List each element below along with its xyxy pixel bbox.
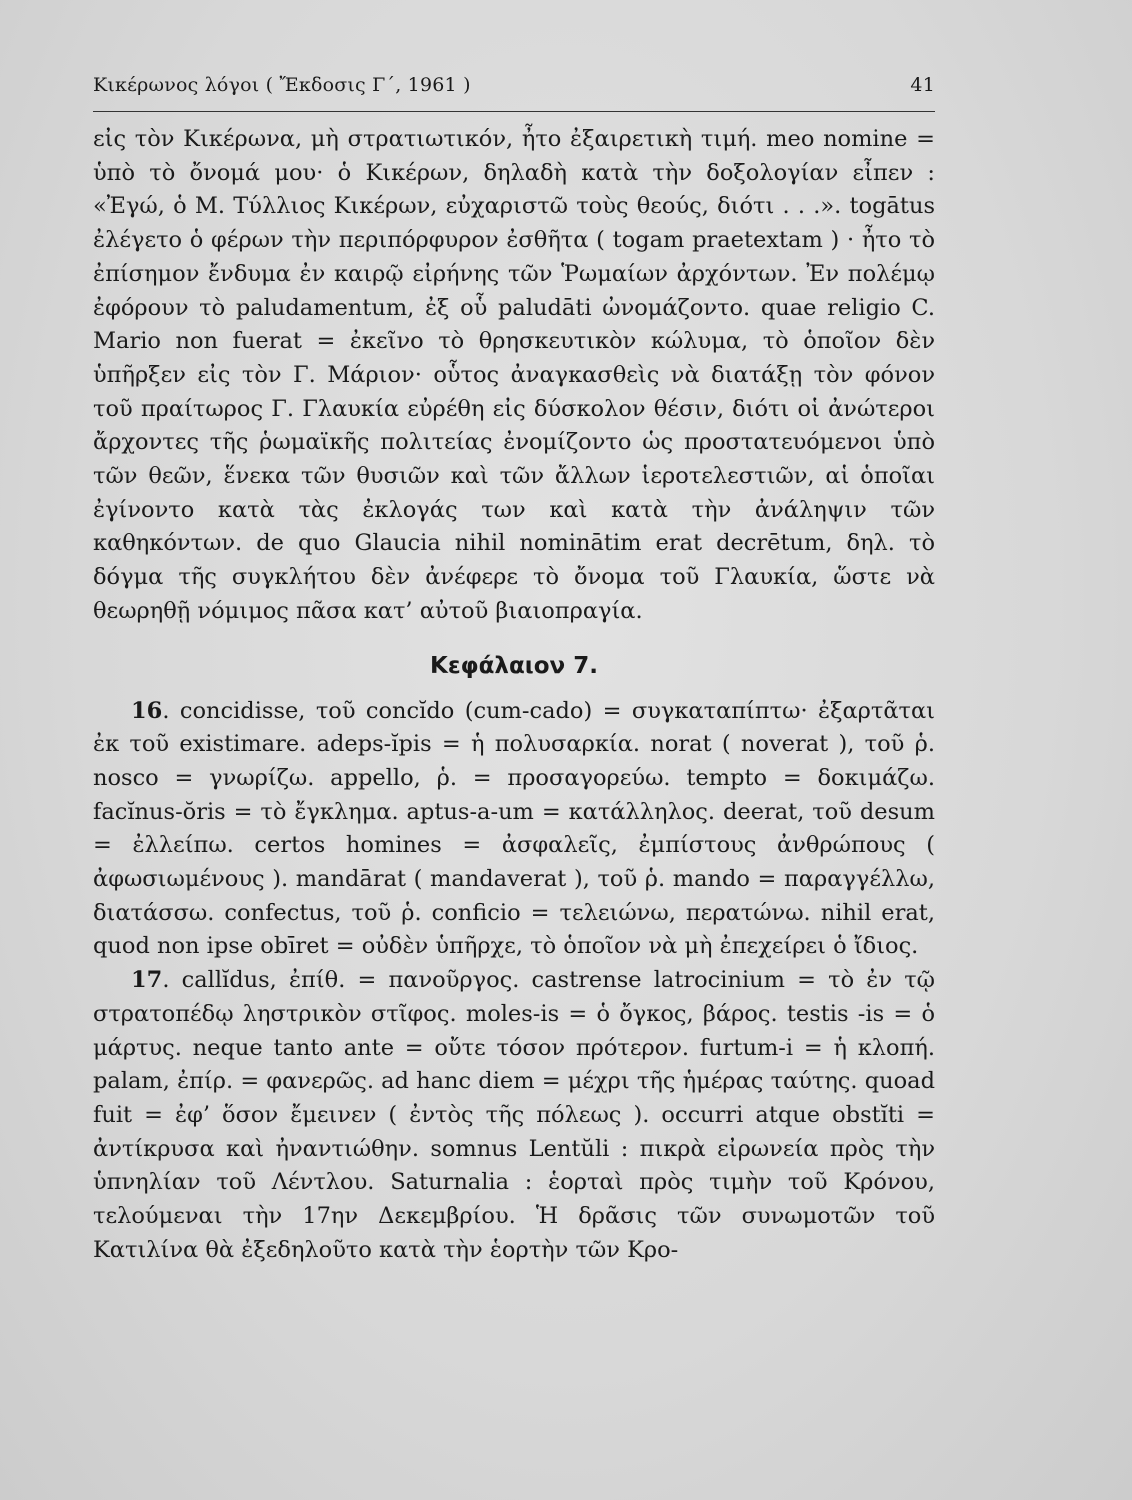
running-header (93, 74, 935, 104)
section-number: 16 (131, 697, 163, 724)
section-17 (93, 964, 935, 1267)
paragraph-continuation: εἰς τὸν Κικέρωνα, μὴ στρατιωτικόν, ἦτο ἐξαιρετικὴ τιμή. meo nomine = ὑπὸ τὸ ὄνομά μου· ὁ Κικέρων, δηλαδὴ κατὰ τὴν δοξολογίαν εἶπεν : «Ἐγώ, ὁ Μ. Τύλλιος Κικέρων, εὐχαριστῶ τοὺς θεούς, διότι . . .». togātus ἐλέγετο ὁ φέρων τὴν περιπόρφυρον ἐσθῆτα ( togam praetextam ) · ἦτο τὸ ἐπίσημον ἔνδυμα ἐν καιρῷ εἰρήνης τῶν Ῥωμαίων ἀρχόντων. Ἐν πολέμῳ ἐφόρουν τὸ paludamentum, ἐξ οὗ paludāti ὠνομάζοντο. quae religio C. Mario non fuerat = ἐκεῖνο τὸ θρησκευτικὸν κώλυμα, τὸ ὁποῖον δὲν ὑπῆρξεν εἰς τὸν Γ. Μάριον· οὗτος ἀναγκασθεὶς νὰ διατάξῃ τὸν φόνον τοῦ πραίτωρος Γ. Γλαυκία εὐρέθη εἰς δύσκολον θέσιν, διότι οἱ ἀνώτεροι ἄρχοντες τῆς ῥωμαϊκῆς πολιτείας ἐνομίζοντο ὡς προστατευόμενοι ὑπὸ τῶν θεῶν, ἕνεκα τῶν θυσιῶν καὶ τῶν ἄλλων ἱεροτελεστιῶν, αἱ ὁποῖαι ἐγίνοντο κατὰ τὰς ἐκλογάς των καὶ κατὰ τὴν ἀνάληψιν τῶν καθηκόντων. de quo Glaucia nihil nominātim erat decrētum, δηλ. τὸ δόγμα τῆς συγκλήτου δὲν ἀνέφερε τὸ ὄνομα τοῦ Γλαυκία, ὥστε νὰ θεωρηθῇ νόμιμος πᾶσα κατ’ αὐτοῦ βιαιοπραγία. (93, 126, 935, 624)
page-number: 41 (910, 74, 935, 96)
header-rule (93, 111, 935, 112)
section-number: 17 (131, 967, 163, 994)
running-title: Κικέρωνος λόγοι ( Ἔκδοσις Γ΄, 1961 ) (93, 74, 471, 96)
section-text: . concidisse, τοῦ concĭdo (cum-cado) = συγκαταπίπτω· ἐξαρτᾶται ἐκ τοῦ existimare. adeps-ĭpis = ἡ πολυσαρκία. norat ( noverat ), τοῦ ῥ. nosco = γνωρίζω. appello, ῥ. = προσαγορεύω. tempto = δοκιμάζω. facĭnus-ŏris = τὸ ἔγκλημα. aptus-a-um = κατάλληλος. deerat, τοῦ desum = ἐλλείπω. certos homines = ἀσφαλεῖς, ἐμπίστους ἀνθρώπους ( ἀφωσιωμένους ). mandārat ( mandaverat ), τοῦ ῥ. mando = παραγγέλλω, διατάσσω. confectus, τοῦ ῥ. conficio = τελειώνω, περατώνω. nihil erat, quod non ipse obīret = οὐδὲν ὑπῆρχε, τὸ ὁποῖον νὰ μὴ ἐπεχείρει ὁ ἴδιος. (93, 697, 935, 960)
section-16 (93, 695, 935, 965)
chapter-heading: Κεφάλαιον 7. (430, 652, 598, 679)
section-text: . callĭdus, ἐπίθ. = πανοῦργος. castrense latrocinium = τὸ ἐν τῷ στρατοπέδῳ ληστρικὸν στῖφος. moles-is = ὁ ὄγκος, βάρος. testis -is = ὁ μάρτυς. neque tanto ante = οὔτε τόσον πρότερον. furtum-i = ἡ κλοπή. palam, ἐπίρ. = φανερῶς. ad hanc diem = μέχρι τῆς ἡμέρας ταύτης. quoad fuit = ἐφ’ ὅσον ἔμεινεν ( ἐντὸς τῆς πόλεως ). occurri atque obstĭti = ἀντίκρυσα καὶ ἠναντιώθην. somnus Lentŭli : πικρὰ εἰρωνεία πρὸς τὴν ὑπνηλίαν τοῦ Λέντλου. Saturnalia : ἑορταὶ πρὸς τιμὴν τοῦ Κρόνου, τελούμεναι τὴν 17ην Δεκεμβρίου. Ἡ δρᾶσις τῶν συνωμοτῶν τοῦ Κατιλίνα θὰ ἐξεδηλοῦτο κατὰ τὴν ἑορτὴν τῶν Κρο- (93, 967, 935, 1263)
main-text (93, 123, 935, 1268)
